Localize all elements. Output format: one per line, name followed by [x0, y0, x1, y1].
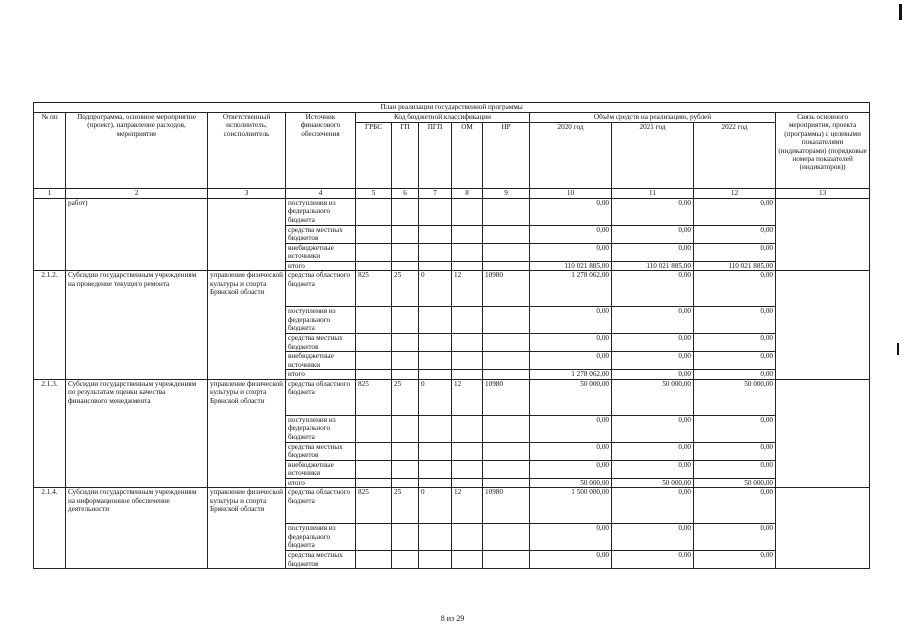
code-gp: 25 — [392, 271, 419, 307]
budget-code-empty — [483, 199, 530, 226]
budget-code-empty — [392, 352, 419, 370]
page-edge-mark-small — [897, 343, 899, 355]
indicator-link — [776, 271, 870, 379]
year-2020-header: 2020 год — [530, 123, 612, 189]
budget-code-empty — [356, 370, 392, 379]
funding-source: итого — [286, 262, 356, 271]
budget-code-empty — [419, 334, 452, 352]
column-number: 13 — [776, 189, 870, 199]
budget-code-empty — [392, 460, 419, 478]
amount-2021: 0,00 — [612, 271, 694, 307]
budget-code-empty — [356, 244, 392, 262]
amount-2021: 0,00 — [612, 244, 694, 262]
budget-code-empty — [356, 199, 392, 226]
amount-2020: 110 021 885,00 — [530, 262, 612, 271]
col-subprogram-header: Подпрограмма, основное мероприятие (проект), направление расходов, мероприятие — [66, 113, 208, 189]
budget-code-empty — [392, 442, 419, 460]
budget-code-empty — [483, 370, 530, 379]
plan-table — [33, 102, 870, 569]
item-number — [34, 199, 66, 271]
code-nr: 10980 — [483, 271, 530, 307]
page-edge-mark — [899, 4, 902, 20]
budget-code-empty — [419, 352, 452, 370]
budget-code-empty — [483, 478, 530, 487]
funding-source: итого — [286, 370, 356, 379]
budget-code-empty — [483, 307, 530, 334]
budget-code-empty — [392, 524, 419, 551]
amount-2022: 0,00 — [694, 551, 776, 569]
budget-code-empty — [392, 244, 419, 262]
amount-2020: 0,00 — [530, 524, 612, 551]
amount-2022: 0,00 — [694, 442, 776, 460]
budget-code-empty — [419, 524, 452, 551]
budget-code-empty — [392, 551, 419, 569]
amount-2020: 1 500 000,00 — [530, 488, 612, 524]
column-number: 1 — [34, 189, 66, 199]
amount-2022: 0,00 — [694, 271, 776, 307]
budget-code-empty — [392, 262, 419, 271]
indicator-link — [776, 488, 870, 569]
funding-source: средства местных бюджетов — [286, 551, 356, 569]
code-nr-header: НР — [483, 123, 530, 189]
item-number: 2.1.3. — [34, 379, 66, 487]
budget-code-empty — [392, 307, 419, 334]
code-om: 12 — [452, 379, 483, 415]
amount-2021: 0,00 — [612, 334, 694, 352]
funding-source: средства местных бюджетов — [286, 334, 356, 352]
amount-2021: 50 000,00 — [612, 478, 694, 487]
item-responsible: управление физической культуры и спорта Брянской области — [208, 488, 286, 569]
budget-code-empty — [419, 262, 452, 271]
budget-code-empty — [483, 460, 530, 478]
amount-2021: 0,00 — [612, 488, 694, 524]
code-gp-header: ГП — [392, 123, 419, 189]
amount-2021: 0,00 — [612, 442, 694, 460]
funding-source: внебюджетные источники — [286, 460, 356, 478]
amount-2020: 1 278 062,00 — [530, 370, 612, 379]
amount-2020: 0,00 — [530, 307, 612, 334]
amount-2022: 0,00 — [694, 488, 776, 524]
amount-2020: 0,00 — [530, 244, 612, 262]
budget-code-empty — [356, 262, 392, 271]
budget-code-empty — [419, 478, 452, 487]
amount-2021: 0,00 — [612, 524, 694, 551]
amount-2022: 50 000,00 — [694, 478, 776, 487]
budget-code-empty — [419, 370, 452, 379]
col-source-header: Источник финансового обеспечения — [286, 113, 356, 189]
code-gp: 25 — [392, 488, 419, 524]
budget-code-empty — [356, 551, 392, 569]
page-number: 8 из 29 — [440, 614, 465, 623]
amount-2022: 0,00 — [694, 415, 776, 442]
budget-code-empty — [483, 415, 530, 442]
indicator-link — [776, 379, 870, 487]
item-number: 2.1.4. — [34, 488, 66, 569]
budget-code-empty — [452, 352, 483, 370]
indicator-link — [776, 199, 870, 271]
item-name: работ) — [66, 199, 208, 271]
amount-2020: 50 000,00 — [530, 478, 612, 487]
budget-code-empty — [356, 460, 392, 478]
item-responsible: управление физической культуры и спорта Брянской области — [208, 271, 286, 379]
code-group-header: Код бюджетной классификации — [356, 113, 530, 123]
amount-2021: 0,00 — [612, 551, 694, 569]
budget-code-empty — [452, 370, 483, 379]
column-number: 10 — [530, 189, 612, 199]
code-nr: 10980 — [483, 488, 530, 524]
item-responsible — [208, 199, 286, 271]
funding-source: поступления из федерального бюджета — [286, 307, 356, 334]
column-number: 5 — [356, 189, 392, 199]
budget-code-empty — [356, 352, 392, 370]
funding-source: средства областного бюджета — [286, 379, 356, 415]
budget-code-empty — [452, 199, 483, 226]
amount-2020: 0,00 — [530, 551, 612, 569]
budget-code-empty — [419, 415, 452, 442]
item-number: 2.1.2. — [34, 271, 66, 379]
budget-code-empty — [483, 551, 530, 569]
budget-code-empty — [392, 199, 419, 226]
amount-2021: 0,00 — [612, 415, 694, 442]
funding-source: поступления из федерального бюджета — [286, 199, 356, 226]
budget-code-empty — [419, 244, 452, 262]
budget-code-empty — [483, 442, 530, 460]
budget-code-empty — [452, 307, 483, 334]
column-number-row — [34, 189, 870, 199]
amount-2021: 0,00 — [612, 199, 694, 226]
funding-source: итого — [286, 478, 356, 487]
amount-2022: 0,00 — [694, 199, 776, 226]
column-number: 11 — [612, 189, 694, 199]
column-number: 8 — [452, 189, 483, 199]
budget-code-empty — [419, 226, 452, 244]
funding-source: средства местных бюджетов — [286, 226, 356, 244]
code-pgp: 0 — [419, 379, 452, 415]
table-row — [34, 199, 870, 226]
budget-code-empty — [356, 478, 392, 487]
budget-code-empty — [452, 334, 483, 352]
plan-title: План реализации государственной программы — [34, 103, 870, 113]
amount-2020: 0,00 — [530, 352, 612, 370]
budget-code-empty — [452, 442, 483, 460]
amount-2020: 0,00 — [530, 460, 612, 478]
budget-code-empty — [419, 442, 452, 460]
code-pgp: 0 — [419, 488, 452, 524]
column-number: 6 — [392, 189, 419, 199]
table-row — [34, 488, 870, 524]
amount-2022: 50 000,00 — [694, 379, 776, 415]
table-row — [34, 271, 870, 307]
budget-code-empty — [452, 551, 483, 569]
budget-code-empty — [452, 226, 483, 244]
budget-code-empty — [452, 460, 483, 478]
budget-code-empty — [483, 352, 530, 370]
amount-2020: 0,00 — [530, 226, 612, 244]
funding-source: поступления из федерального бюджета — [286, 415, 356, 442]
col-link-header: Связь основного мероприятия, проекта (программы) с целевыми показателями (индикаторами) (порядковые номера показателей (индикаторов)) — [776, 113, 870, 189]
budget-code-empty — [452, 244, 483, 262]
amount-2022: 0,00 — [694, 352, 776, 370]
amount-2022: 0,00 — [694, 370, 776, 379]
amount-2022: 0,00 — [694, 460, 776, 478]
amount-2020: 50 000,00 — [530, 379, 612, 415]
amount-2022: 0,00 — [694, 307, 776, 334]
funding-source: внебюджетные источники — [286, 244, 356, 262]
code-pgp-header: ПГП — [419, 123, 452, 189]
amount-2021: 0,00 — [612, 226, 694, 244]
code-om-header: ОМ — [452, 123, 483, 189]
budget-code-empty — [483, 524, 530, 551]
item-name: Субсидии государственным учреждениям по результатам оценки качества финансового менеджмента — [66, 379, 208, 487]
budget-code-empty — [483, 226, 530, 244]
code-grbs-header: ГРБС — [356, 123, 392, 189]
code-grbs: 825 — [356, 488, 392, 524]
code-grbs: 825 — [356, 379, 392, 415]
column-number: 9 — [483, 189, 530, 199]
col-responsible-header: Ответственный исполнитель, соисполнитель — [208, 113, 286, 189]
column-number: 2 — [66, 189, 208, 199]
funding-source: средства областного бюджета — [286, 488, 356, 524]
amount-2021: 50 000,00 — [612, 379, 694, 415]
budget-code-empty — [392, 226, 419, 244]
year-2022-header: 2022 год — [694, 123, 776, 189]
amount-2021: 110 021 885,00 — [612, 262, 694, 271]
amount-2022: 0,00 — [694, 524, 776, 551]
code-grbs: 825 — [356, 271, 392, 307]
amount-2021: 0,00 — [612, 370, 694, 379]
budget-code-empty — [483, 244, 530, 262]
amount-2021: 0,00 — [612, 307, 694, 334]
budget-code-empty — [356, 524, 392, 551]
budget-code-empty — [392, 415, 419, 442]
budget-code-empty — [419, 199, 452, 226]
amount-2022: 110 021 885,00 — [694, 262, 776, 271]
budget-code-empty — [392, 478, 419, 487]
budget-code-empty — [356, 442, 392, 460]
code-om: 12 — [452, 488, 483, 524]
volume-group-header: Объём средств на реализацию, рублей — [530, 113, 776, 123]
amount-2022: 0,00 — [694, 226, 776, 244]
col-no-header: № пп — [34, 113, 66, 189]
budget-code-empty — [483, 262, 530, 271]
budget-code-empty — [356, 307, 392, 334]
item-name: Субсидии государственным учреждениям на проведение текущего ремонта — [66, 271, 208, 379]
year-2021-header: 2021 год — [612, 123, 694, 189]
amount-2020: 1 278 062,00 — [530, 271, 612, 307]
amount-2020: 0,00 — [530, 334, 612, 352]
column-number: 3 — [208, 189, 286, 199]
funding-source: поступления из федерального бюджета — [286, 524, 356, 551]
column-number: 12 — [694, 189, 776, 199]
code-pgp: 0 — [419, 271, 452, 307]
budget-code-empty — [452, 524, 483, 551]
budget-code-empty — [452, 415, 483, 442]
budget-code-empty — [452, 478, 483, 487]
budget-code-empty — [356, 334, 392, 352]
plan-table-wrap — [33, 102, 869, 569]
funding-source: средства местных бюджетов — [286, 442, 356, 460]
item-responsible: управление физической культуры и спорта Брянской области — [208, 379, 286, 487]
funding-source: внебюджетные источники — [286, 352, 356, 370]
budget-code-empty — [356, 226, 392, 244]
code-om: 12 — [452, 271, 483, 307]
budget-code-empty — [392, 370, 419, 379]
budget-code-empty — [483, 334, 530, 352]
column-number: 4 — [286, 189, 356, 199]
amount-2020: 0,00 — [530, 442, 612, 460]
budget-code-empty — [419, 307, 452, 334]
budget-code-empty — [419, 460, 452, 478]
funding-source: средства областного бюджета — [286, 271, 356, 307]
amount-2020: 0,00 — [530, 415, 612, 442]
table-row — [34, 379, 870, 415]
amount-2021: 0,00 — [612, 352, 694, 370]
amount-2021: 0,00 — [612, 460, 694, 478]
budget-code-empty — [392, 334, 419, 352]
amount-2022: 0,00 — [694, 334, 776, 352]
amount-2020: 0,00 — [530, 199, 612, 226]
budget-code-empty — [356, 415, 392, 442]
budget-code-empty — [419, 551, 452, 569]
amount-2022: 0,00 — [694, 244, 776, 262]
item-name: Субсидии государственным учреждениям на информационное обеспечение деятельности — [66, 488, 208, 569]
code-nr: 10980 — [483, 379, 530, 415]
budget-code-empty — [452, 262, 483, 271]
code-gp: 25 — [392, 379, 419, 415]
column-number: 7 — [419, 189, 452, 199]
